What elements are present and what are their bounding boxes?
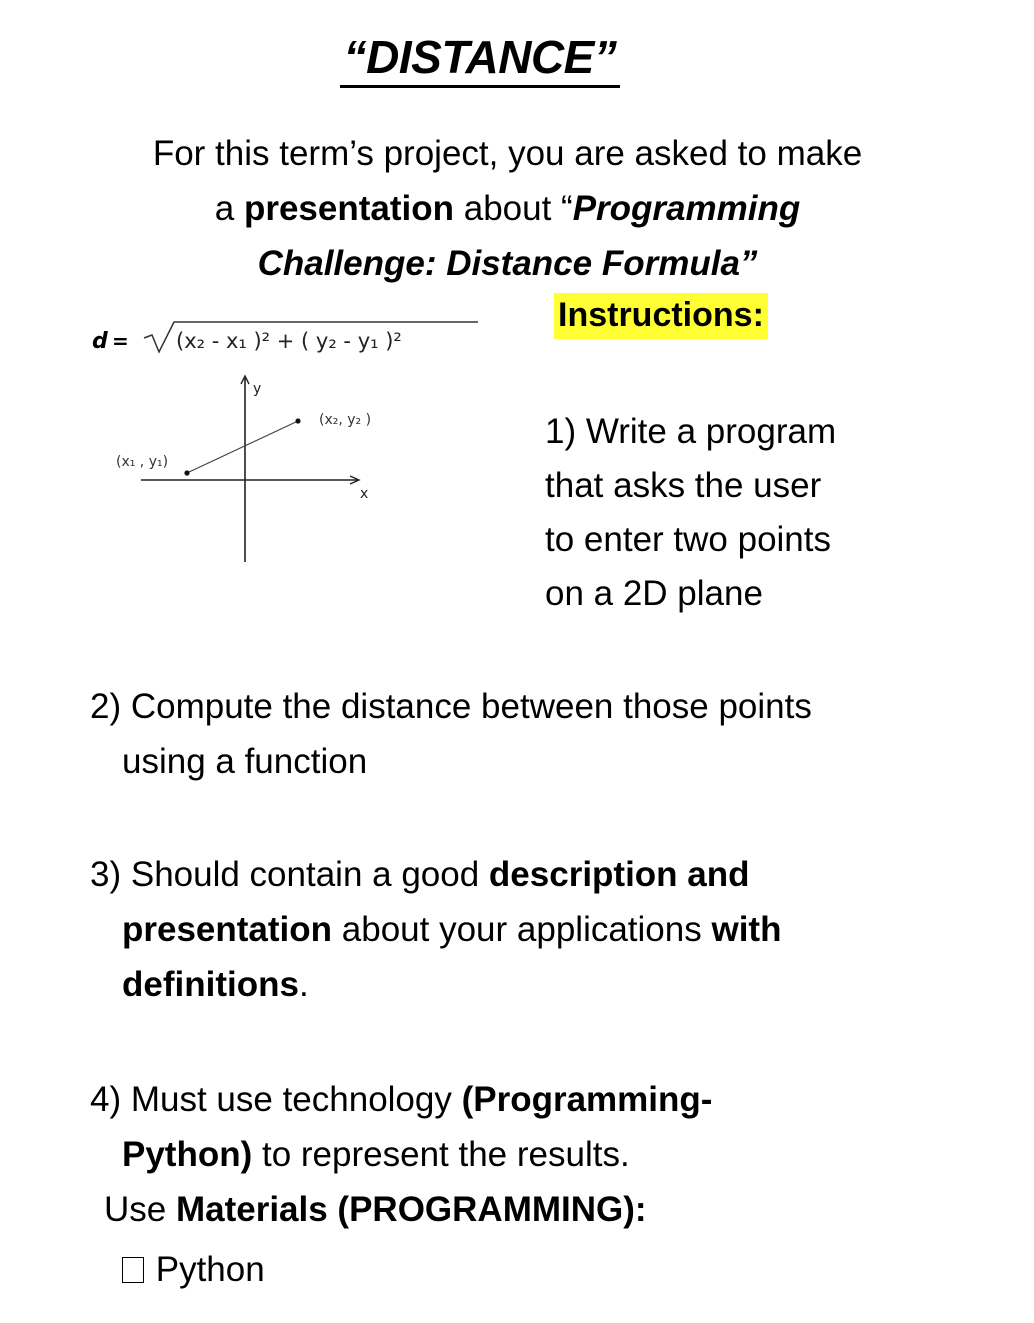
instructions-heading: Instructions: [554, 293, 768, 339]
instruction-item-1 [545, 405, 905, 621]
intro-line-2 [60, 181, 955, 236]
intro-text: a [214, 189, 244, 228]
formula-d: d [92, 329, 108, 354]
material-python: Python [146, 1250, 265, 1289]
item-1-line: on a 2D plane [545, 574, 763, 613]
y-axis-label: y [253, 381, 262, 397]
distance-segment [187, 421, 298, 473]
materials-text: Use [104, 1190, 176, 1229]
intro-text: For this term’s project, you are asked to make [152, 134, 863, 173]
instruction-item-3 [90, 847, 781, 1012]
materials-list-item [122, 1242, 265, 1297]
instruction-item-4 [90, 1072, 712, 1182]
point-2-label: (x₂, y₂ ) [319, 412, 372, 428]
point-2 [295, 418, 300, 423]
materials-bold: Materials (PROGRAMMING): [175, 1190, 647, 1229]
point-1 [184, 470, 189, 475]
item-3-line [90, 902, 781, 957]
item-4-bold: Python) [122, 1135, 253, 1174]
intro-line-3 [60, 236, 955, 291]
item-3-line [90, 957, 781, 1012]
item-4-text: 4) Must use technology [90, 1080, 462, 1119]
item-1-line: 1) Write a program [545, 412, 837, 451]
item-3-bold: with [711, 910, 782, 949]
item-1-line: to enter two points [545, 520, 831, 559]
materials-line [104, 1182, 647, 1237]
bullet-icon [122, 1257, 144, 1283]
title-text: “DISTANCE” [340, 31, 621, 88]
item-3-bold: definitions [122, 965, 299, 1004]
item-2-line: using a function [122, 742, 368, 781]
intro-line-1 [60, 126, 955, 181]
item-1-line: that asks the user [545, 466, 822, 505]
formula-body: (x₂ - x₁ )² + ( y₂ - y₁ )² [176, 329, 402, 353]
intro-bold-presentation: presentation [243, 189, 454, 228]
item-3-text: 3) Should contain a good [90, 855, 489, 894]
point-1-label: (x₁ , y₁) [116, 454, 169, 470]
intro-paragraph [60, 126, 955, 291]
item-4-text: to represent the results. [252, 1135, 630, 1174]
x-axis-label: x [360, 486, 369, 502]
item-3-line [90, 847, 781, 902]
intro-bold-italic: Programming [572, 189, 801, 228]
intro-text: about “ [454, 189, 573, 228]
item-2-line: 2) Compute the distance between those points [90, 687, 812, 726]
item-4-line [90, 1072, 712, 1127]
item-3-text: . [298, 965, 309, 1004]
distance-formula-figure [86, 318, 506, 570]
item-3-text: about your applications [332, 910, 712, 949]
item-3-bold: description and [488, 855, 750, 894]
page-title [0, 30, 960, 84]
item-4-line [90, 1127, 712, 1182]
intro-bold-italic: Challenge: Distance Formula” [257, 244, 758, 283]
formula-equals: = [112, 329, 129, 353]
item-4-bold: (Programming- [461, 1080, 713, 1119]
item-3-bold: presentation [122, 910, 333, 949]
instruction-item-2 [90, 679, 812, 789]
